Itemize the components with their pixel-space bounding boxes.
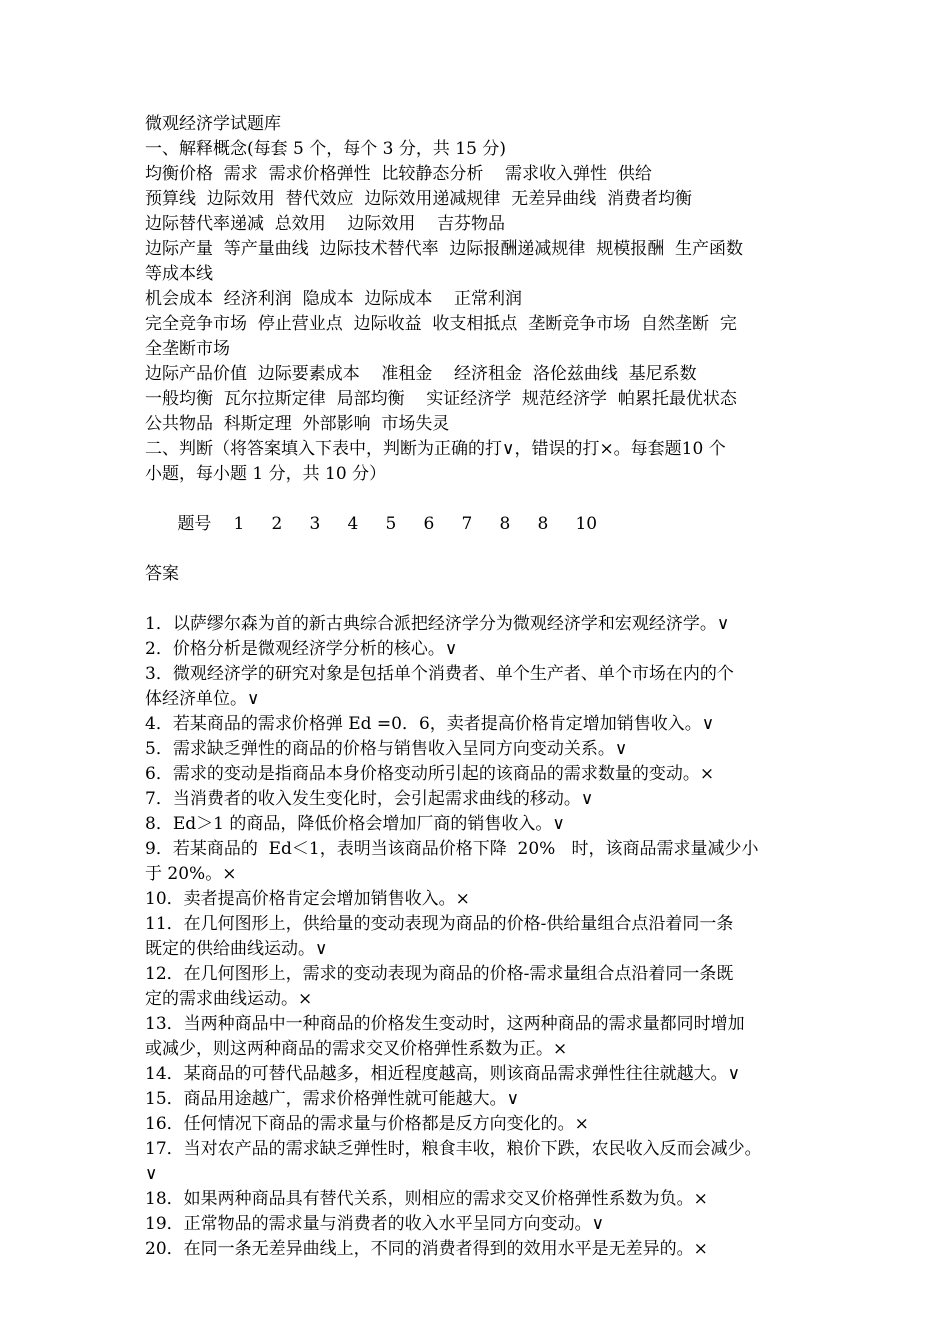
spacer (145, 587, 813, 612)
question-line: 体经济单位。∨ (145, 689, 260, 709)
question-line: 6．需求的变动是指商品本身价格变动所引起的该商品的需求数量的变动。× (145, 764, 715, 784)
question-line: 12．在几何图形上，需求的变动表现为商品的价格-需求量组合点沿着同一条既 (145, 964, 734, 984)
answer-table-answer-label: 答案 (145, 564, 179, 584)
answer-table-number: 8 (499, 514, 511, 534)
section2-heading-cont: 小题，每小题 1 分，共 10 分） (145, 464, 387, 484)
answer-table-number: 6 (423, 514, 435, 534)
question-line: 15．商品用途越广，需求价格弹性就可能越大。∨ (145, 1089, 520, 1109)
answer-table-number: 2 (271, 514, 283, 534)
concept-line: 边际产量 等产量曲线 边际技术替代率 边际报酬递减规律 规模报酬 生产函数 (145, 239, 744, 259)
question-line: 1．以萨缪尔森为首的新古典综合派把经济学分为微观经济学和宏观经济学。∨ (145, 614, 730, 634)
answer-table-row-label: 题号 (177, 514, 212, 534)
concept-line: 公共物品 科斯定理 外部影响 市场失灵 (145, 414, 450, 434)
question-line: 9．若某商品的 Ed＜1，表明当该商品价格下降 20% 时，该商品需求量减少小 (145, 839, 759, 859)
concept-line: 一般均衡 瓦尔拉斯定律 局部均衡 实证经济学 规范经济学 帕累托最优状态 (145, 389, 737, 409)
question-line: 10．卖者提高价格肯定会增加销售收入。× (145, 889, 470, 909)
question-line: 既定的供给曲线运动。∨ (145, 939, 328, 959)
concept-list (145, 162, 813, 437)
question-line: 19．正常物品的需求量与消费者的收入水平呈同方向变动。∨ (145, 1214, 605, 1234)
answer-table-number: 1 (233, 514, 245, 534)
document-page (145, 112, 813, 1262)
answer-table-number: 4 (347, 514, 359, 534)
concept-line: 均衡价格 需求 需求价格弹性 比较静态分析 需求收入弹性 供给 (145, 164, 652, 184)
question-line: ∨ (145, 1164, 158, 1184)
section1-heading: 一、解释概念(每套 5 个，每个 3 分，共 15 分) (145, 139, 506, 159)
question-line: 13．当两种商品中一种商品的价格发生变动时，这两种商品的需求量都同时增加 (145, 1014, 745, 1034)
question-line: 18．如果两种商品具有替代关系，则相应的需求交叉价格弹性系数为负。× (145, 1189, 708, 1209)
concept-line: 边际产品价值 边际要素成本 准租金 经济租金 洛伦兹曲线 基尼系数 (145, 364, 697, 384)
concept-line: 全垄断市场 (145, 339, 230, 359)
question-line: 或减少，则这两种商品的需求交叉价格弹性系数为正。× (145, 1039, 568, 1059)
question-line: 于 20%。× (145, 864, 237, 884)
answer-table (145, 487, 813, 587)
concept-line: 等成本线 (145, 264, 213, 284)
section2-heading: 二、判断（将答案填入下表中，判断为正确的打∨，错误的打×。每套题10 个 (145, 439, 726, 459)
question-line: 4．若某商品的需求价格弹 Ed =0．6，卖者提高价格肯定增加销售收入。∨ (145, 714, 715, 734)
concept-line: 预算线 边际效用 替代效应 边际效用递减规律 无差异曲线 消费者均衡 (145, 189, 693, 209)
answer-table-number-row (145, 487, 813, 562)
question-line: 7．当消费者的收入发生变化时，会引起需求曲线的移动。∨ (145, 789, 594, 809)
concept-line: 边际替代率递减 总效用 边际效用 吉芬物品 (145, 214, 506, 234)
answer-table-number: 10 (575, 514, 598, 534)
answer-table-number: 8 (537, 514, 549, 534)
answer-table-number: 5 (385, 514, 397, 534)
document-title: 微观经济学试题库 (145, 114, 281, 134)
question-line: 11．在几何图形上，供给量的变动表现为商品的价格-供给量组合点沿着同一条 (145, 914, 734, 934)
concept-line: 机会成本 经济利润 隐成本 边际成本 正常利润 (145, 289, 523, 309)
question-line: 20．在同一条无差异曲线上，不同的消费者得到的效用水平是无差异的。× (145, 1239, 708, 1259)
question-line: 5．需求缺乏弹性的商品的价格与销售收入呈同方向变动关系。∨ (145, 739, 628, 759)
question-line: 8．Ed＞1 的商品，降低价格会增加厂商的销售收入。∨ (145, 814, 565, 834)
question-line: 定的需求曲线运动。× (145, 989, 313, 1009)
question-line: 16．任何情况下商品的需求量与价格都是反方向变化的。× (145, 1114, 589, 1134)
question-line: 14．某商品的可替代品越多，相近程度越高，则该商品需求弹性往往就越大。∨ (145, 1064, 741, 1084)
concept-line: 完全竞争市场 停止营业点 边际收益 收支相抵点 垄断竞争市场 自然垄断 完 (145, 314, 737, 334)
question-line: 2．价格分析是微观经济学分析的核心。∨ (145, 639, 458, 659)
question-line: 3．微观经济学的研究对象是包括单个消费者、单个生产者、单个市场在内的个 (145, 664, 734, 684)
question-list (145, 612, 813, 1262)
answer-table-number: 3 (309, 514, 321, 534)
question-line: 17．当对农产品的需求缺乏弹性时，粮食丰收，粮价下跌，农民收入反而会减少。 (145, 1139, 762, 1159)
answer-table-number: 7 (461, 514, 473, 534)
